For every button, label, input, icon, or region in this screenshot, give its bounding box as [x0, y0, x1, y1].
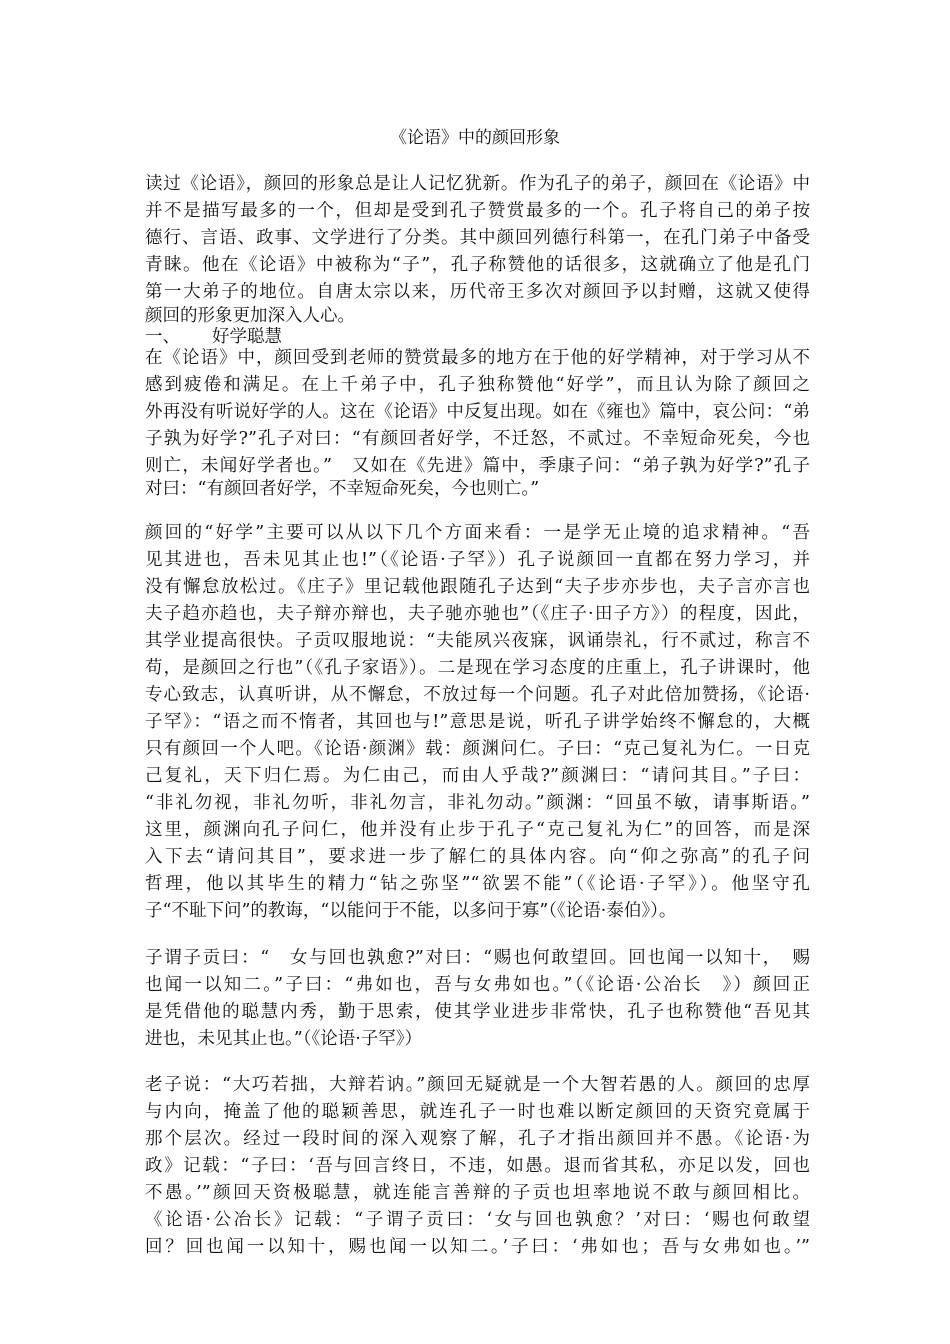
text-line: 入下去“请问其目”，要求进一步了解仁的具体内容。向“仰之弥高”的孔子问	[145, 847, 810, 867]
text-line: 与内向，掩盖了他的聪颖善思，就连孔子一时也难以断定颜回的天资究竟属于	[145, 1102, 810, 1122]
section-number: 一、	[145, 327, 180, 347]
text-line: 老子说：“大巧若拙，大辩若讷。”颜回无疑就是一个大智若愚的人。颜回的忠厚	[145, 1075, 810, 1095]
text-line: 颜回的“好学”主要可以从以下几个方面来看：一是学无止境的追求精神。“吾	[145, 523, 810, 543]
text-line: 也闻一以知二。”子曰：“弗如也，吾与女弗如也。”（《论语·公冶长 》）颜回正	[145, 975, 810, 995]
text-line: 青睐。他在《论语》中被称为“子”，孔子称赞他的话很多，这就确立了他是孔门	[145, 255, 810, 275]
text-line: 夫子趋亦趋也，夫子辩亦辩也，夫子驰亦驰也”（《庄子·田子方》）的程度，因此，	[145, 604, 810, 624]
text-line: 子孰为好学?”孔子对曰：“有颜回者好学，不迁怒，不贰过。不幸短命死矣，今也	[145, 429, 810, 449]
text-line: 子罕》：“语之而不惰者，其回也与!”意思是说，听孔子讲学始终不懈怠的，大概	[145, 712, 810, 732]
text-line: 苟，是颜回之行也”（《孔子家语》）。二是现在学习态度的庄重上，孔子讲课时，他	[145, 658, 810, 678]
text-line: 感到疲倦和满足。在上千弟子中，孔子独称赞他“好学”，而且认为除了颜回之	[145, 375, 810, 395]
text-line: 专心致志，认真听讲，从不懈怠，不放过每一个问题。孔子对此倍加赞扬，《论语·	[145, 685, 810, 705]
text-line: 则亡，未闻好学者也。” 又如在《先进》篇中，季康子问：“弟子孰为好学?”孔子	[145, 456, 810, 476]
text-line: 政》记载：“子曰：‘吾与回言终日，不违，如愚。退而省其私，亦足以发，回也	[145, 1156, 810, 1176]
document-title: 《论语》中的颜回形象	[390, 128, 560, 148]
text-line: 子“不耻下问”的教诲，“以能问于不能，以多问于寡”（《论语·泰伯》）。	[145, 901, 677, 921]
text-line: 只有颜回一个人吧。《论语·颜渊》载：颜渊问仁。子曰：“克己复礼为仁。一日克	[145, 739, 810, 759]
text-line: 第一大弟子的地位。自唐太宗以来，历代帝王多次对颜回予以封赠，这就又使得	[145, 282, 810, 302]
text-line: 读过《论语》，颜回的形象总是让人记忆犹新。作为孔子的弟子，颜回在《论语》中	[145, 174, 810, 194]
text-line: 《论语·公冶长》记载：“子谓子贡曰：‘女与回也孰愈？’对曰：‘赐也何敢望	[145, 1210, 810, 1230]
text-line: 对曰：“有颜回者好学，不幸短命死矣，今也则亡。”	[145, 479, 540, 499]
text-line: 那个层次。经过一段时间的深入观察了解，孔子才指出颜回并不愚。《论语·为	[145, 1129, 810, 1149]
text-line: 哲理，他以其毕生的精力“钻之弥坚”“欲罢不能”（《论语·子罕》）。他坚守孔	[145, 874, 810, 894]
text-line: 回？回也闻一以知十，赐也闻一以知二。’子曰：‘弗如也；吾与女弗如也。’”	[145, 1237, 810, 1257]
text-line: 其学业提高很快。子贡叹服地说：“夫能夙兴夜寐，讽诵崇礼，行不贰过，称言不	[145, 631, 810, 651]
text-line: 是凭借他的聪慧内秀，勤于思索，使其学业进步非常快，孔子也称赞他“吾见其	[145, 1002, 810, 1022]
section-heading: 好学聪慧	[212, 327, 282, 347]
text-line: 外再没有听说好学的人。这在《论语》中反复出现。如在《雍也》篇中，哀公问：“弟	[145, 402, 810, 422]
text-line: 这里，颜渊向孔子问仁，他并没有止步于孔子“克己复礼为仁”的回答，而是深	[145, 820, 810, 840]
text-line: 不愚。’”颜回天资极聪慧，就连能言善辩的子贡也坦率地说不敢与颜回相比。	[145, 1183, 810, 1203]
text-line: 见其进也，吾未见其止也!”（《论语·子罕》）孔子说颜回一直都在努力学习，并	[145, 550, 810, 570]
text-line: 没有懈怠放松过。《庄子》里记载他跟随孔子达到“夫子步亦步也，夫子言亦言也	[145, 577, 810, 597]
text-line: 己复礼，天下归仁焉。为仁由己，而由人乎哉?”颜渊曰：“请问其目。”子曰：	[145, 766, 810, 786]
text-line: 进也，未见其止也。”（《论语·子罕》）	[145, 1029, 423, 1049]
text-line: 颜回的形象更加深入人心。	[145, 306, 355, 326]
text-line: 并不是描写最多的一个，但却是受到孔子赞赏最多的一个。孔子将自己的弟子按	[145, 201, 810, 221]
text-line: 德行、言语、政事、文学进行了分类。其中颜回列德行科第一，在孔门弟子中备受	[145, 228, 810, 248]
text-line: 子谓子贡曰：“ 女与回也孰愈?”对曰：“赐也何敢望回。回也闻一以知十， 赐	[145, 948, 810, 968]
text-line: “非礼勿视，非礼勿听，非礼勿言，非礼勿动。”颜渊：“回虽不敏，请事斯语。”	[145, 793, 810, 813]
text-line: 在《论语》中，颜回受到老师的赞赏最多的地方在于他的好学精神，对于学习从不	[145, 348, 810, 368]
